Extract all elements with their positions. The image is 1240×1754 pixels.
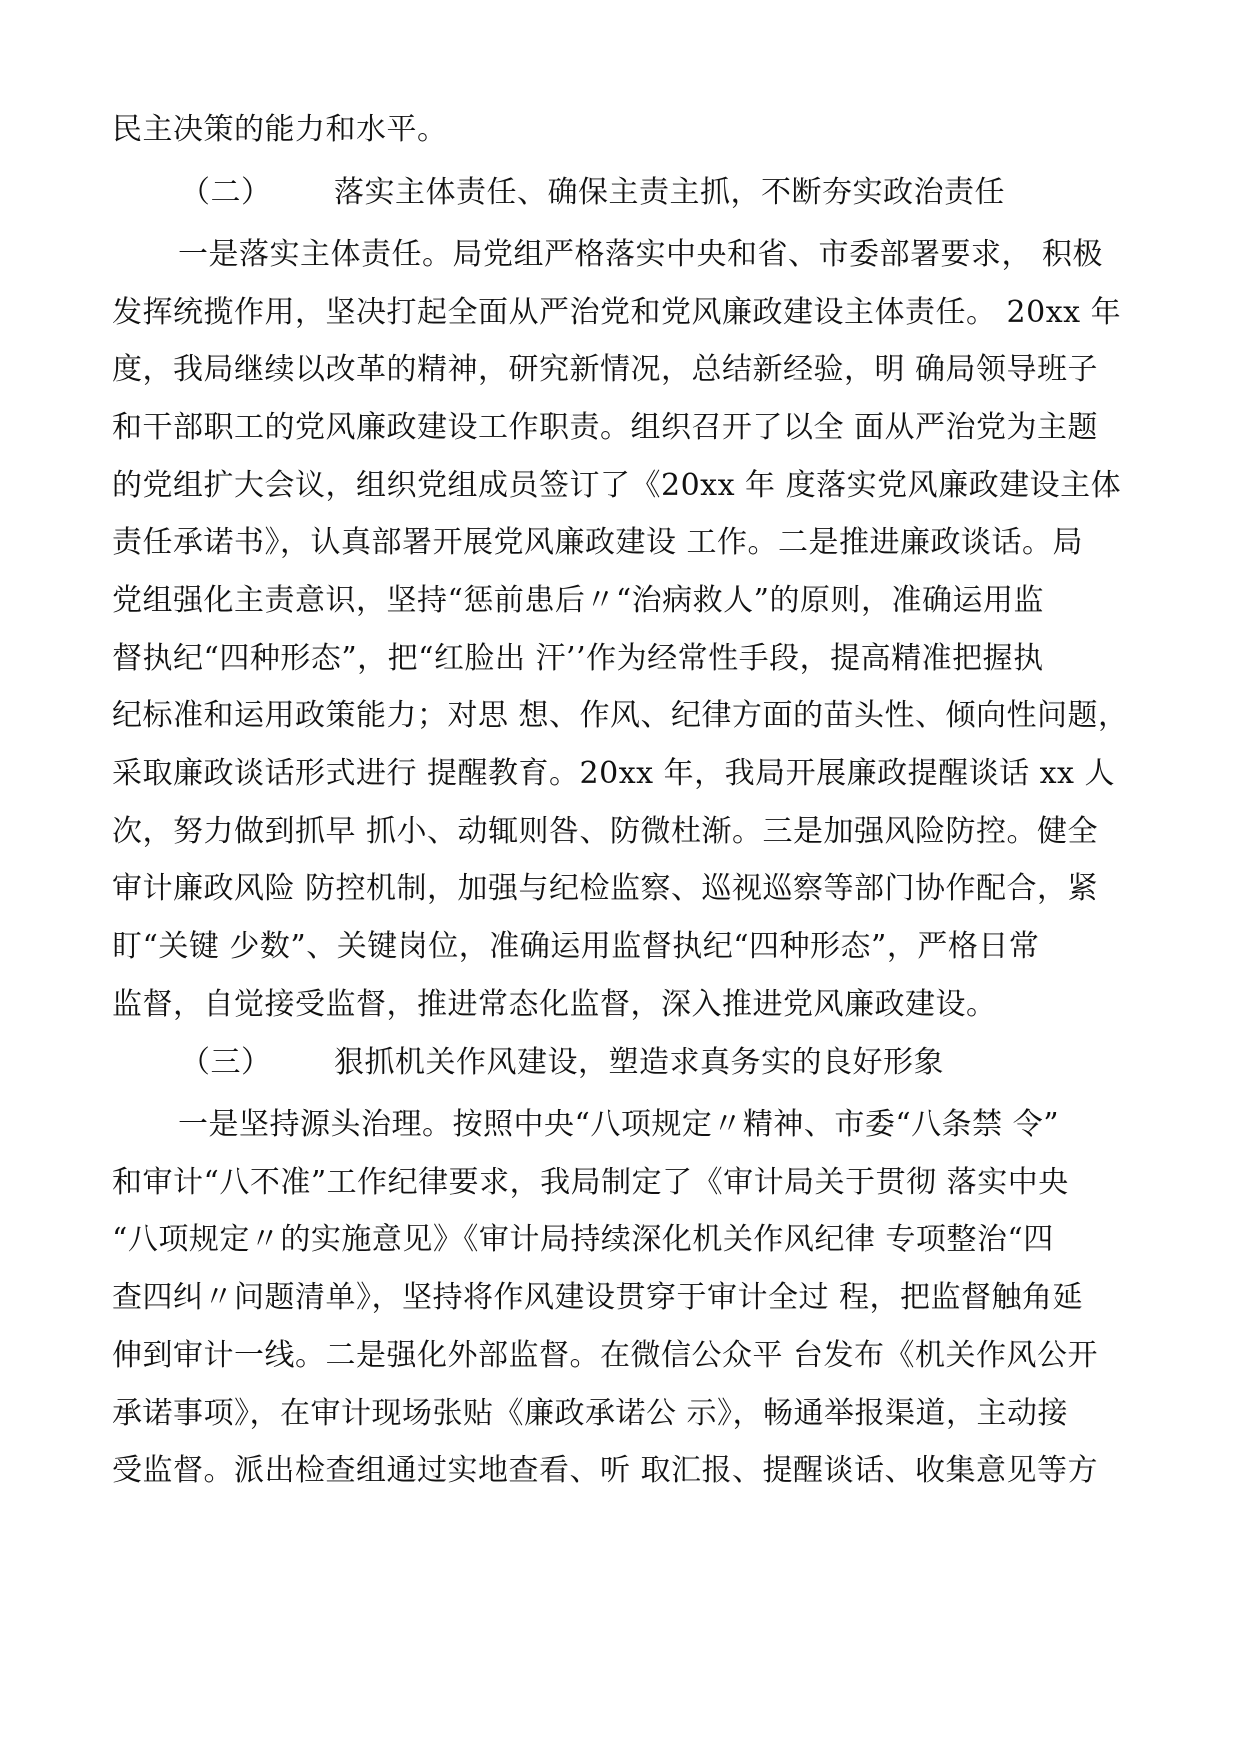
paragraph-line: 的党组扩大会议，组织党组成员签订了《20xx 年 度落实党风廉政建设主体 xyxy=(112,468,1122,503)
paragraph-line: 受监督。派出检查组通过实地查看、听 取汇报、提醒谈话、收集意见等方 xyxy=(112,1453,1099,1488)
paragraph-line: 发挥统揽作用，坚决打起全面从严治党和党风廉政建设主体责任。 20xx 年 xyxy=(112,295,1122,330)
section-number: （二） xyxy=(180,175,272,210)
section-heading-2 xyxy=(180,173,1005,213)
paragraph-line: 督执纪“四种形态”，把“红脸出 汗’’作为经常性手段，提高精准把握执 xyxy=(112,641,1044,676)
paragraph-line: 和干部职工的党风廉政建设工作职责。组织召开了以全 面从严治党为主题 xyxy=(112,410,1099,445)
paragraph-line: 度，我局继续以改革的精神，研究新情况，总结新经验，明 确局领导班子 xyxy=(112,352,1099,387)
section-title: 落实主体责任、确保主责主抓，不断夯实政治责任 xyxy=(334,175,1005,210)
paragraph-line: 采取廉政谈话形式进行 提醒教育。20xx 年，我局开展廉政提醒谈话 xx 人 xyxy=(112,756,1115,791)
paragraph-line: 党组强化主责意识，坚持“惩前患后〃“治病救人”的原则，准确运用监 xyxy=(112,583,1045,618)
section-number: （三） xyxy=(180,1045,272,1080)
paragraph-line: 纪标准和运用政策能力；对思 想、作风、纪律方面的苗头性、倾向性问题， xyxy=(112,698,1129,733)
paragraph-line: 责任承诺书》，认真部署开展党风廉政建设 工作。二是推进廉政谈话。局 xyxy=(112,525,1084,560)
paragraph-line: 一是落实主体责任。局党组严格落实中央和省、市委部署要求， 积极 xyxy=(178,237,1104,272)
paragraph-line: 伸到审计一线。二是强化外部监督。在微信公众平 台发布《机关作风公开 xyxy=(112,1338,1099,1373)
section-heading-3 xyxy=(180,1043,944,1083)
paragraph-line: 一是坚持源头治理。按照中央“八项规定〃精神、市委“八条禁 令” xyxy=(178,1107,1060,1142)
paragraph-line: 次，努力做到抓早 抓小、动辄则咎、防微杜渐。三是加强风险防控。健全 xyxy=(112,814,1099,849)
paragraph-line: 承诺事项》，在审计现场张贴《廉政承诺公 示》，畅通举报渠道，主动接 xyxy=(112,1396,1069,1431)
paragraph-line: 监督，自觉接受监督，推进常态化监督，深入推进党风廉政建设。 xyxy=(112,987,997,1022)
paragraph-line: 审计廉政风险 防控机制，加强与纪检监察、巡视巡察等部门协作配合，紧 xyxy=(112,871,1099,906)
paragraph-line: 查四纠〃问题清单》，坚持将作风建设贯穿于审计全过 程，把监督触角延 xyxy=(112,1280,1084,1315)
paragraph-line: 和审计“八不准”工作纪律要求，我局制定了《审计局关于贯彻 落实中央 xyxy=(112,1165,1069,1200)
paragraph-line: “八项规定〃的实施意见》《审计局持续深化机关作风纪律 专项整治“四 xyxy=(112,1222,1054,1257)
paragraph-line: 民主决策的能力和水平。 xyxy=(112,112,448,147)
paragraph-line: 盯“关键 少数”、关键岗位，准确运用监督执纪“四种形态”，严格日常 xyxy=(112,929,1040,964)
section-title: 狠抓机关作风建设，塑造求真务实的良好形象 xyxy=(334,1045,944,1080)
